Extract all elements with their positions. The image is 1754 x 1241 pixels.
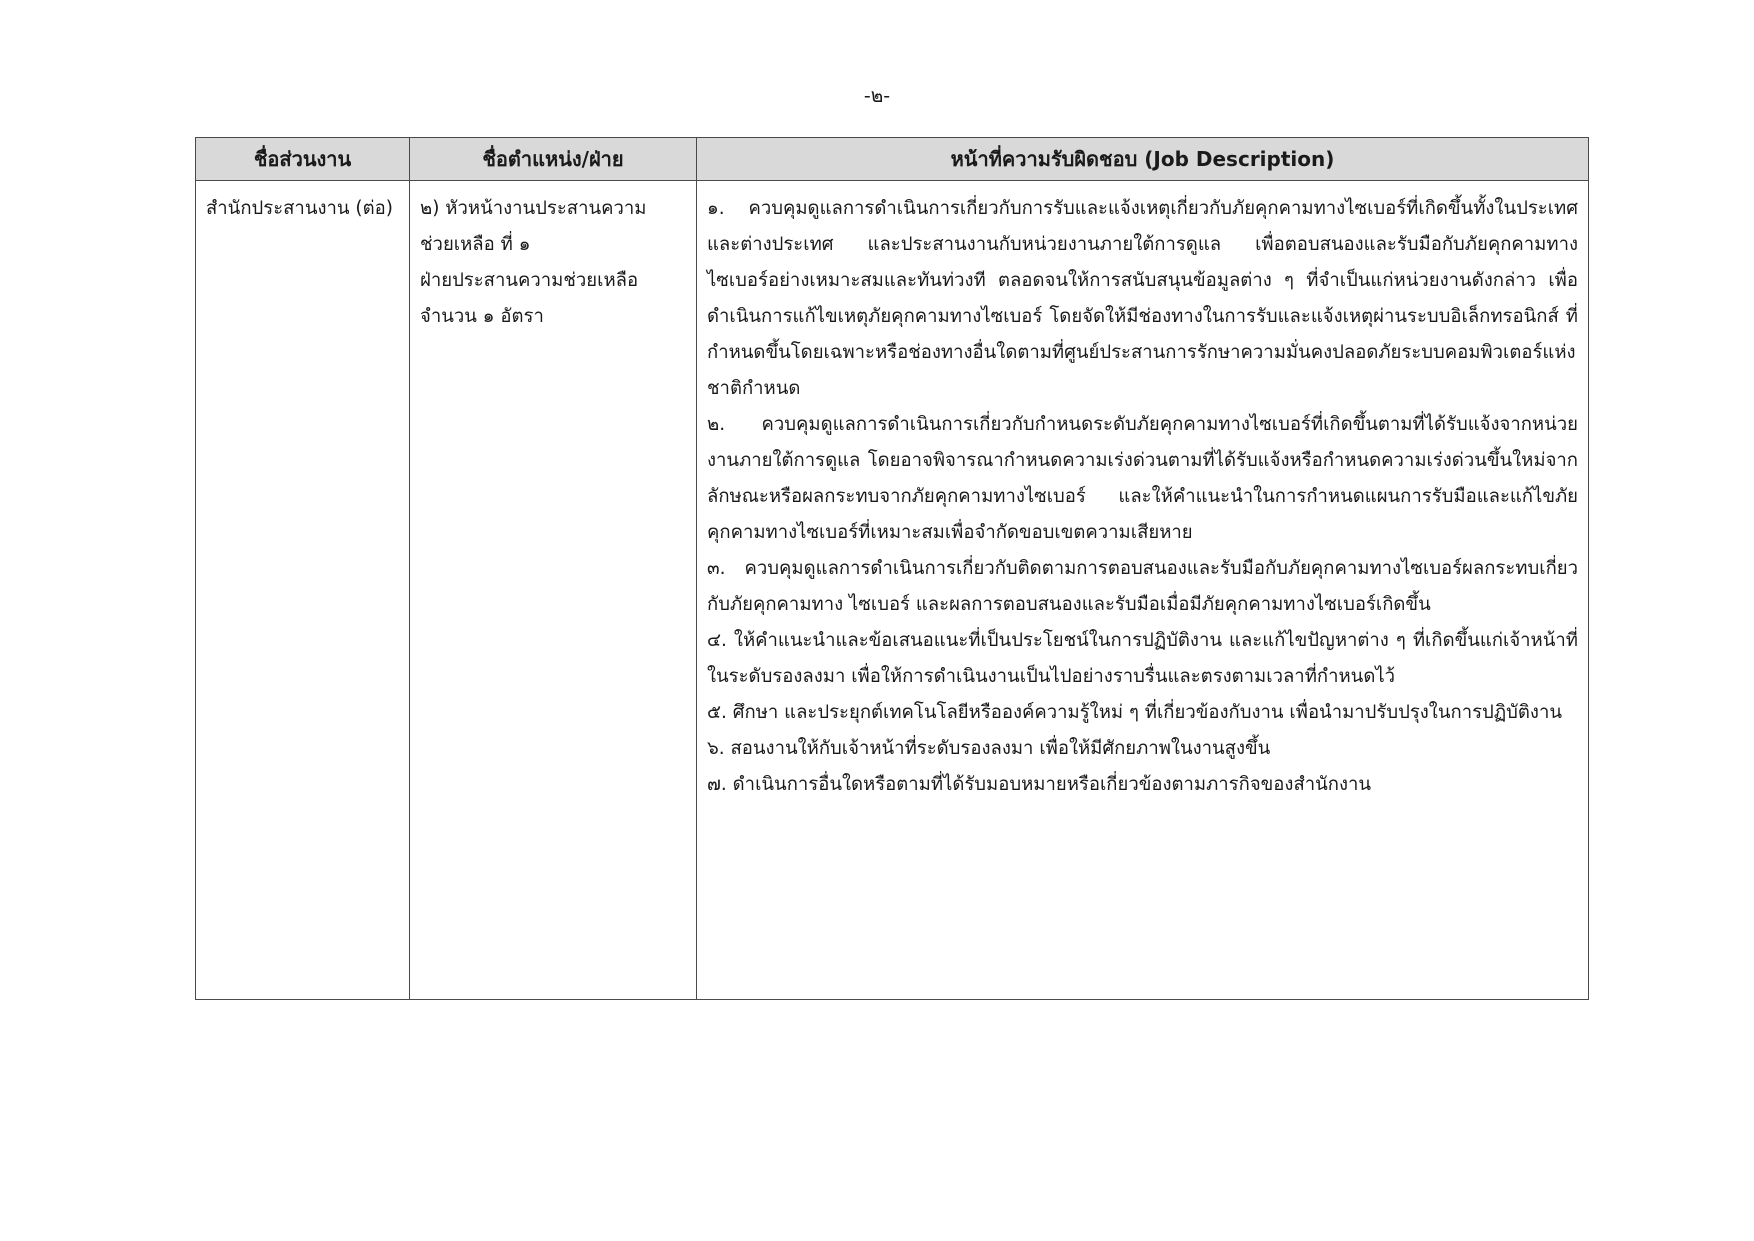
duty-item-1: ๑. ควบคุมดูแลการดำเนินการเกี่ยวกับการรับและแจ้งเหตุเกี่ยวกับภัยคุกคามทางไซเบอร์ที่เกิดขึ้นทั้งในประเทศและต่างประเทศ และประสานงานกับหน่วยงานภายใต้การดูแล เพื่อตอบสนองและรับมือกับภัยคุกคามทางไซเบอร์อย่างเหมาะสมและทันท่วงที ตลอดจนให้การสนับสนุนข้อมูลต่าง ๆ ที่จำเป็นแก่หน่วยงานดังกล่าว เพื่อดำเนินการแก้ไขเหตุภัยคุกคามทางไซเบอร์ โดยจัดให้มีช่องทางในการรับและแจ้งเหตุผ่านระบบอิเล็กทรอนิกส์ ที่กำหนดขึ้นโดยเฉพาะหรือช่องทางอื่นใดตามที่ศูนย์ประสานการรักษาความมั่นคงปลอดภัยระบบคอมพิวเตอร์แห่งชาติกำหนด	[707, 198, 1578, 399]
table-header-row	[196, 138, 1589, 181]
page-number: -๒-	[863, 85, 891, 107]
position-line: ๒) หัวหน้างานประสานความ	[420, 198, 647, 219]
position-line: ฝ่ายประสานความช่วยเหลือ	[420, 270, 639, 291]
duty-item-2: ๒. ควบคุมดูแลการดำเนินการเกี่ยวกับกำหนดระดับภัยคุกคามทางไซเบอร์ที่เกิดขึ้นตามที่ได้รับแจ้งจากหน่วยงานภายใต้การดูแล โดยอาจพิจารณากำหนดความเร่งด่วนตามที่ได้รับแจ้งหรือกำหนดความเร่งด่วนขึ้นใหม่จากลักษณะหรือผลกระทบจากภัยคุกคามทางไซเบอร์ และให้คำแนะนำในการกำหนดแผนการรับมือและแก้ไขภัยคุกคามทางไซเบอร์ที่เหมาะสมเพื่อจำกัดขอบเขตความเสียหาย	[707, 414, 1578, 543]
unit-cell: สำนักประสานงาน (ต่อ)	[196, 181, 410, 1000]
duty-item-7: ๗. ดำเนินการอื่นใดหรือตามที่ได้รับมอบหมายหรือเกี่ยวข้องตามภารกิจของสำนักงาน	[707, 774, 1372, 795]
description-cell	[697, 181, 1589, 1000]
table-row	[196, 181, 1589, 1000]
duty-item-6: ๖. สอนงานให้กับเจ้าหน้าที่ระดับรองลงมา เพื่อให้มีศักยภาพในงานสูงขึ้น	[707, 738, 1271, 759]
duty-item-5: ๕. ศึกษา และประยุกต์เทคโนโลยีหรือองค์ความรู้ใหม่ ๆ ที่เกี่ยวข้องกับงาน เพื่อนำมาปรับปรุงในการปฏิบัติงาน	[707, 702, 1563, 723]
header-unit-name: ชื่อส่วนงาน	[196, 138, 410, 181]
job-description-table	[195, 137, 1589, 1000]
header-job-description: หน้าที่ความรับผิดชอบ (Job Description)	[697, 138, 1589, 181]
position-cell	[410, 181, 697, 1000]
position-line: ช่วยเหลือ ที่ ๑	[420, 234, 531, 255]
duty-item-3: ๓. ควบคุมดูแลการดำเนินการเกี่ยวกับติดตามการตอบสนองและรับมือกับภัยคุกคามทางไซเบอร์ผลกระทบเกี่ยวกับภัยคุกคามทาง ไซเบอร์ และผลการตอบสนองและรับมือเมื่อมีภัยคุกคามทางไซเบอร์เกิดขึ้น	[707, 558, 1578, 615]
duty-item-4: ๔. ให้คำแนะนำและข้อเสนอแนะที่เป็นประโยชน์ในการปฏิบัติงาน และแก้ไขปัญหาต่าง ๆ ที่เกิดขึ้นแก่เจ้าหน้าที่ในระดับรองลงมา เพื่อให้การดำเนินงานเป็นไปอย่างราบรื่นและตรงตามเวลาที่กำหนดไว้	[707, 630, 1578, 687]
position-line: จำนวน ๑ อัตรา	[420, 306, 544, 327]
header-position-name: ชื่อตำแหน่ง/ฝ่าย	[410, 138, 697, 181]
